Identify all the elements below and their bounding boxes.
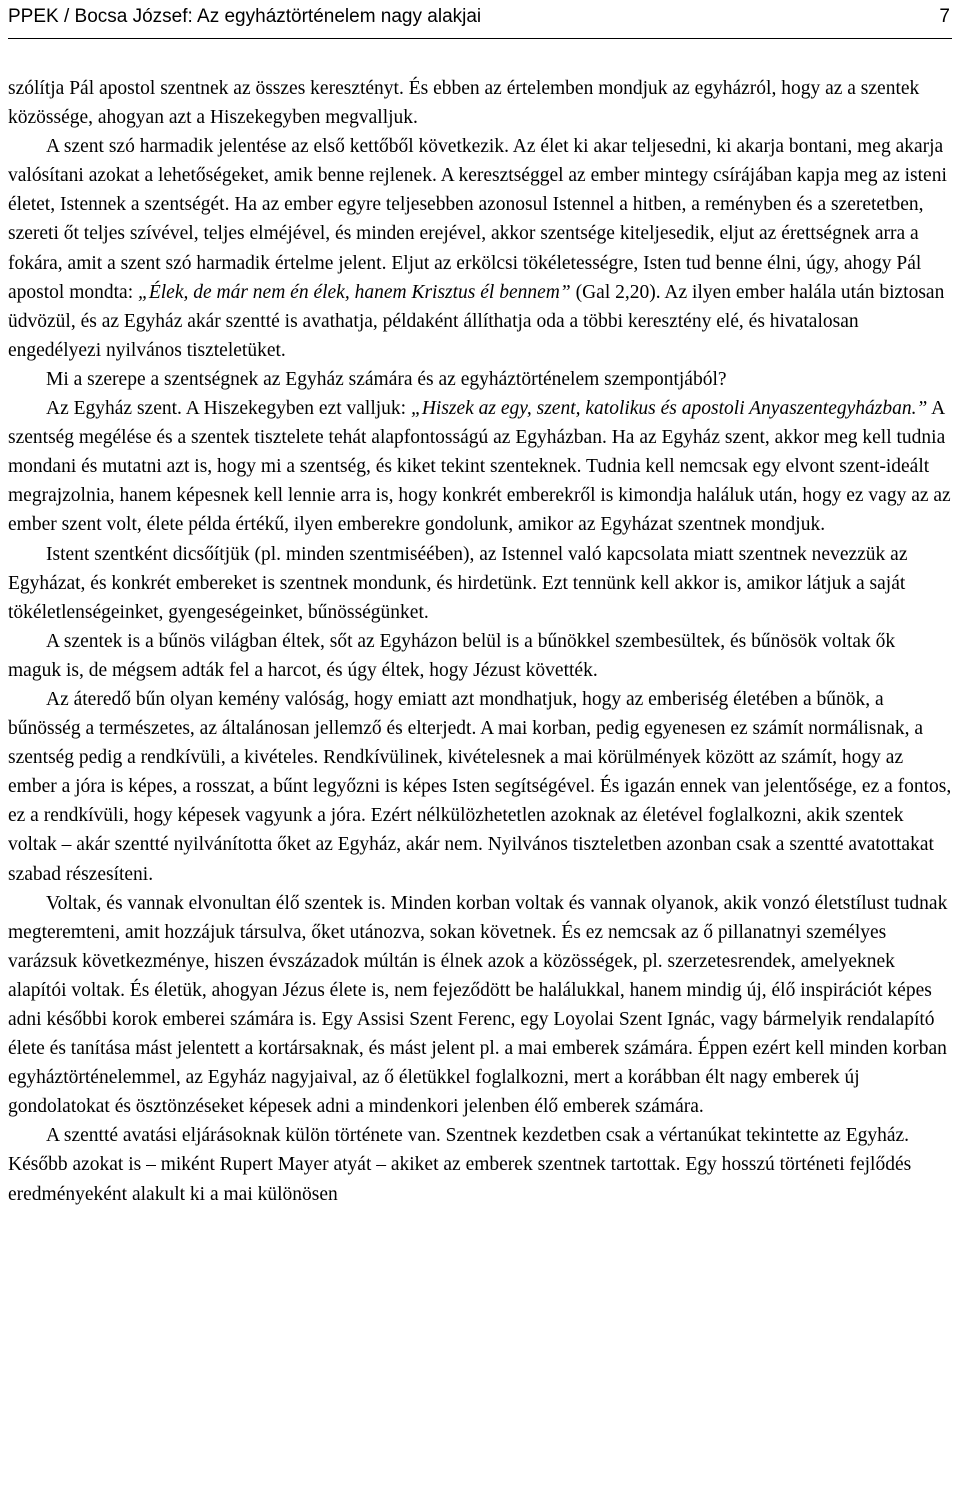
paragraph <box>8 132 952 365</box>
paragraph <box>8 365 952 394</box>
text-run: szólítja Pál apostol szentnek az összes keresztényt. És ebben az értelemben mondjuk az egyházról, hogy az a szentek közössége, ahogyan azt a Hiszekegyben megvalljuk. <box>8 78 920 129</box>
quotation: „Élek, de már nem én élek, hanem Krisztus él bennem” <box>138 281 571 303</box>
text-run: Az Egyház szent. A Hiszekegyben ezt valljuk: <box>46 398 411 420</box>
text-run: (Gal 2,20). Az ilyen ember halála után biztosan üdvözül, és az Egyház akár szentté is avathatja, példaként állíthatja oda a többi keresztény elé, és hivatalosan engedélyezi nyilvános tiszteletüket. <box>8 281 945 361</box>
text-run: Voltak, és vannak elvonultan élő szentek is. Minden korban voltak és vannak olyanok, akik vonzó életstílust tudnak megteremteni, amit hozzájuk társulva, őket utánozva, sokan követnek. És ez nemcsak az ő pillanatnyi személyes varázsuk következménye, hiszen évszázadok múltán is élnek azok a közösségek, pl. szerzetesrendek, amelyeknek alapítói voltak. És életük, ahogyan Jézus élete is, nem fejeződött be halálukkal, hanem mindig új, élő inspirációt képes adni későbbi korok emberei számára is. Egy Assisi Szent Ferenc, egy Loyolai Szent Ignác, vagy bármelyik rendalapító élete és tanítása mást jelentett a kortársaknak, és mást jelent pl. a mai emberek számára. Éppen ezért kell minden korban egyháztörténelemmel, az Egyház nagyjaival, az ő életükkel foglalkozni, mert a korábban élt nagy emberek új gondolatokat és ösztönzéseket képesek adni a mindenkori jelenben élő emberek számára. <box>8 892 948 1118</box>
quotation: „Hiszek az egy, szent, katolikus és apostoli Anyaszentegyházban.” <box>410 398 928 420</box>
text-run: Istent szentként dicsőítjük (pl. minden szentmiséében), az Istennel való kapcsolata miatt szentnek nevezzük az Egyházat, és konkrét embereket is szentnek mondunk, és hirdetünk. Ezt tennünk kell akkor is, amikor látjuk a saját tökéletlenségeinket, gyengeségeinket, bűnösségünket. <box>8 543 908 623</box>
paragraph <box>8 627 952 685</box>
running-title: PPEK / Bocsa József: Az egyháztörténelem nagy alakjai <box>8 6 482 27</box>
paragraph <box>8 74 952 132</box>
text-run: A szentté avatási eljárásoknak külön története van. Szentnek kezdetben csak a vértanúkat tekintette az Egyház. Később azokat is – miként Rupert Mayer atyát – akiket az emberek szentnek tartottak. Egy hosszú történeti fejlődés eredményeként alakult ki a mai különösen <box>8 1125 912 1205</box>
text-run: A szentség megélése és a szentek tisztelete tehát alapfontosságú az Egyházban. Ha az Egyház szent, akkor meg kell tudnia mondani és mutatni azt is, hogy mi a szentség, és kiket tekint szenteknek. Tudnia kell nemcsak egy elvont szent-ideált megrajzolnia, hanem képesnek kell lennie arra is, hogy konkrét emberekről is kimondja haláluk után, hogy ez vagy az az ember szent volt, élete példa értékű, ilyen emberekre gondolunk, amikor az Egyházat szentnek mondjuk. <box>8 398 951 536</box>
text-run: Mi a szerepe a szentségnek az Egyház számára és az egyháztörténelem szempontjából? <box>46 368 727 390</box>
text-run: A szentek is a bűnös világban éltek, sőt az Egyházon belül is a bűnökkel szembesültek, és bűnösök voltak ők maguk is, de mégsem adták fel a harcot, és úgy éltek, hogy Jézust követték. <box>8 630 896 681</box>
page-header <box>8 0 952 39</box>
paragraph <box>8 394 952 539</box>
text-run: Az áteredő bűn olyan kemény valóság, hogy emiatt azt mondhatjuk, hogy az emberiség életében a bűnök, a bűnösség a természetes, az általánosan jellemző és elterjedt. A mai korban, pedig egyenesen ez számít normálisnak, a szentség pedig a rendkívüli, a kivételes. Rendkívülinek, kivételesnek a mai körülmények között az számít, hogy az ember a jóra is képes, a rosszat, a bűnt legyőzni is képes Isten segítségével. És igazán ennek van jelentősége, ez a fontos, ez a rendkívüli, hogy képesek vagyunk a jóra. Ezért nélkülözhetetlen azoknak az életével foglalkozni, akik szentek voltak – akár szentté nyilvánította őket az Egyház, akár nem. Nyilvános tiszteletben azonban csak a szentté avatottakat szabad részesíteni. <box>8 688 952 885</box>
text-run: A szent szó harmadik jelentése az első kettőből következik. Az élet ki akar teljesedni, ki akarja bontani, meg akarja valósítani azokat a lehetőségeket, amik benne rejlenek. A keresztséggel az ember mintegy csírájában kapja meg az isteni életet, Istennek a szentségét. Ha az ember egyre teljesebben azonosul Istennel a hitben, a reményben és a szeretetben, szereti őt teljes szívével, teljes elméjével, és minden erejével, akkor szentsége kiteljesedik, eljut az érettségnek arra a fokára, amit a szent szó harmadik értelme jelent. Eljut az erkölcsi tökéletességre, Isten tud benne élni, úgy, ahogy Pál apostol mondta: <box>8 136 947 303</box>
paragraph <box>8 1121 952 1208</box>
paragraph <box>8 540 952 627</box>
paragraph <box>8 889 952 1122</box>
paragraph <box>8 685 952 889</box>
page-number: 7 <box>939 6 950 27</box>
body-text <box>8 74 952 1209</box>
